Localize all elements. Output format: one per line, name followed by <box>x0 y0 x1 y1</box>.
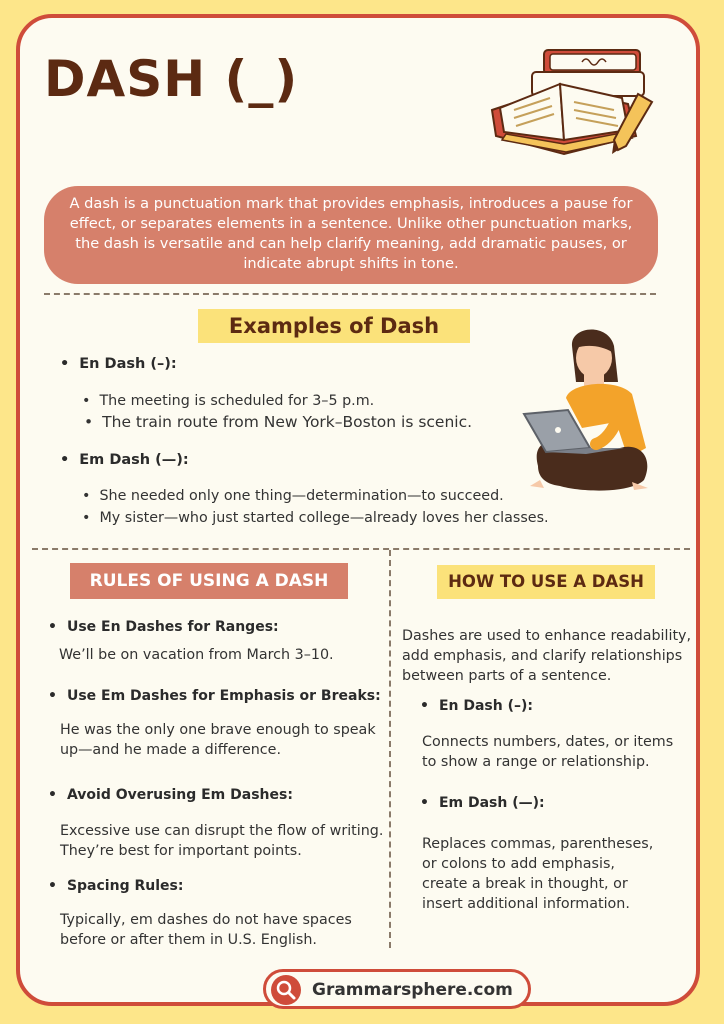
rule-2-text-2: up—and he made a difference. <box>60 742 282 758</box>
rule-4-title: • Spacing Rules: <box>48 878 183 894</box>
how-heading: HOW TO USE A DASH <box>437 565 655 599</box>
em-example-1: • She needed only one thing—determination—to succeed. <box>82 486 504 506</box>
en-example-2: • The train route from New York–Boston is scenic. <box>84 412 472 432</box>
how-en-text-1: Connects numbers, dates, or items <box>422 734 674 750</box>
how-intro-2: add emphasis, and clarify relationships <box>402 648 683 664</box>
divider-top <box>44 293 656 295</box>
em-example-2: • My sister—who just started college—already loves her classes. <box>82 508 549 528</box>
rule-4-text-1: Typically, em dashes do not have spaces <box>60 912 352 928</box>
footer-site-link[interactable]: Grammarsphere.com <box>312 980 513 1000</box>
rule-3-text-1: Excessive use can disrupt the flow of writing. <box>60 823 384 839</box>
rule-3-text-2: They’re best for important points. <box>60 843 302 859</box>
how-en-text-2: to show a range or relationship. <box>422 754 650 770</box>
en-dash-heading: • En Dash (–): <box>60 356 177 372</box>
page-title: DASH (_) <box>44 50 299 108</box>
how-em-text-4: insert additional information. <box>422 896 630 912</box>
rule-4-text-2: before or after them in U.S. English. <box>60 932 317 948</box>
examples-heading: Examples of Dash <box>198 309 470 343</box>
how-intro-3: between parts of a sentence. <box>402 668 612 684</box>
how-intro-1: Dashes are used to enhance readability, <box>402 628 692 644</box>
rule-3-title: • Avoid Overusing Em Dashes: <box>48 787 293 803</box>
intro-text: A dash is a punctuation mark that provides emphasis, introduces a pause for effect, or separates elements in a sentence. Unlike other punctuation marks, the dash is versatile and can help clarify meaning, add dramatic pauses, or indicate abrupt shifts in tone. <box>44 186 658 284</box>
how-em-text-2: or colons to add emphasis, <box>422 856 615 872</box>
em-dash-heading: • Em Dash (—): <box>60 452 189 468</box>
search-icon <box>270 974 302 1006</box>
column-divider <box>389 550 391 948</box>
how-en-heading: • En Dash (–): <box>420 698 533 714</box>
rule-1-text: We’ll be on vacation from March 3–10. <box>59 647 334 663</box>
how-em-heading: • Em Dash (—): <box>420 795 545 811</box>
girl-laptop-illustration-icon <box>520 318 654 498</box>
rule-2-title: • Use Em Dashes for Emphasis or Breaks: <box>48 688 381 704</box>
rules-heading: RULES OF USING A DASH <box>70 563 348 599</box>
how-em-text-1: Replaces commas, parentheses, <box>422 836 654 852</box>
books-illustration-icon <box>486 44 662 156</box>
rule-2-text-1: He was the only one brave enough to speak <box>60 722 376 738</box>
rule-1-title: • Use En Dashes for Ranges: <box>48 619 279 635</box>
how-em-text-3: create a break in thought, or <box>422 876 628 892</box>
en-example-1: • The meeting is scheduled for 3–5 p.m. <box>82 391 374 411</box>
divider-middle <box>32 548 690 550</box>
